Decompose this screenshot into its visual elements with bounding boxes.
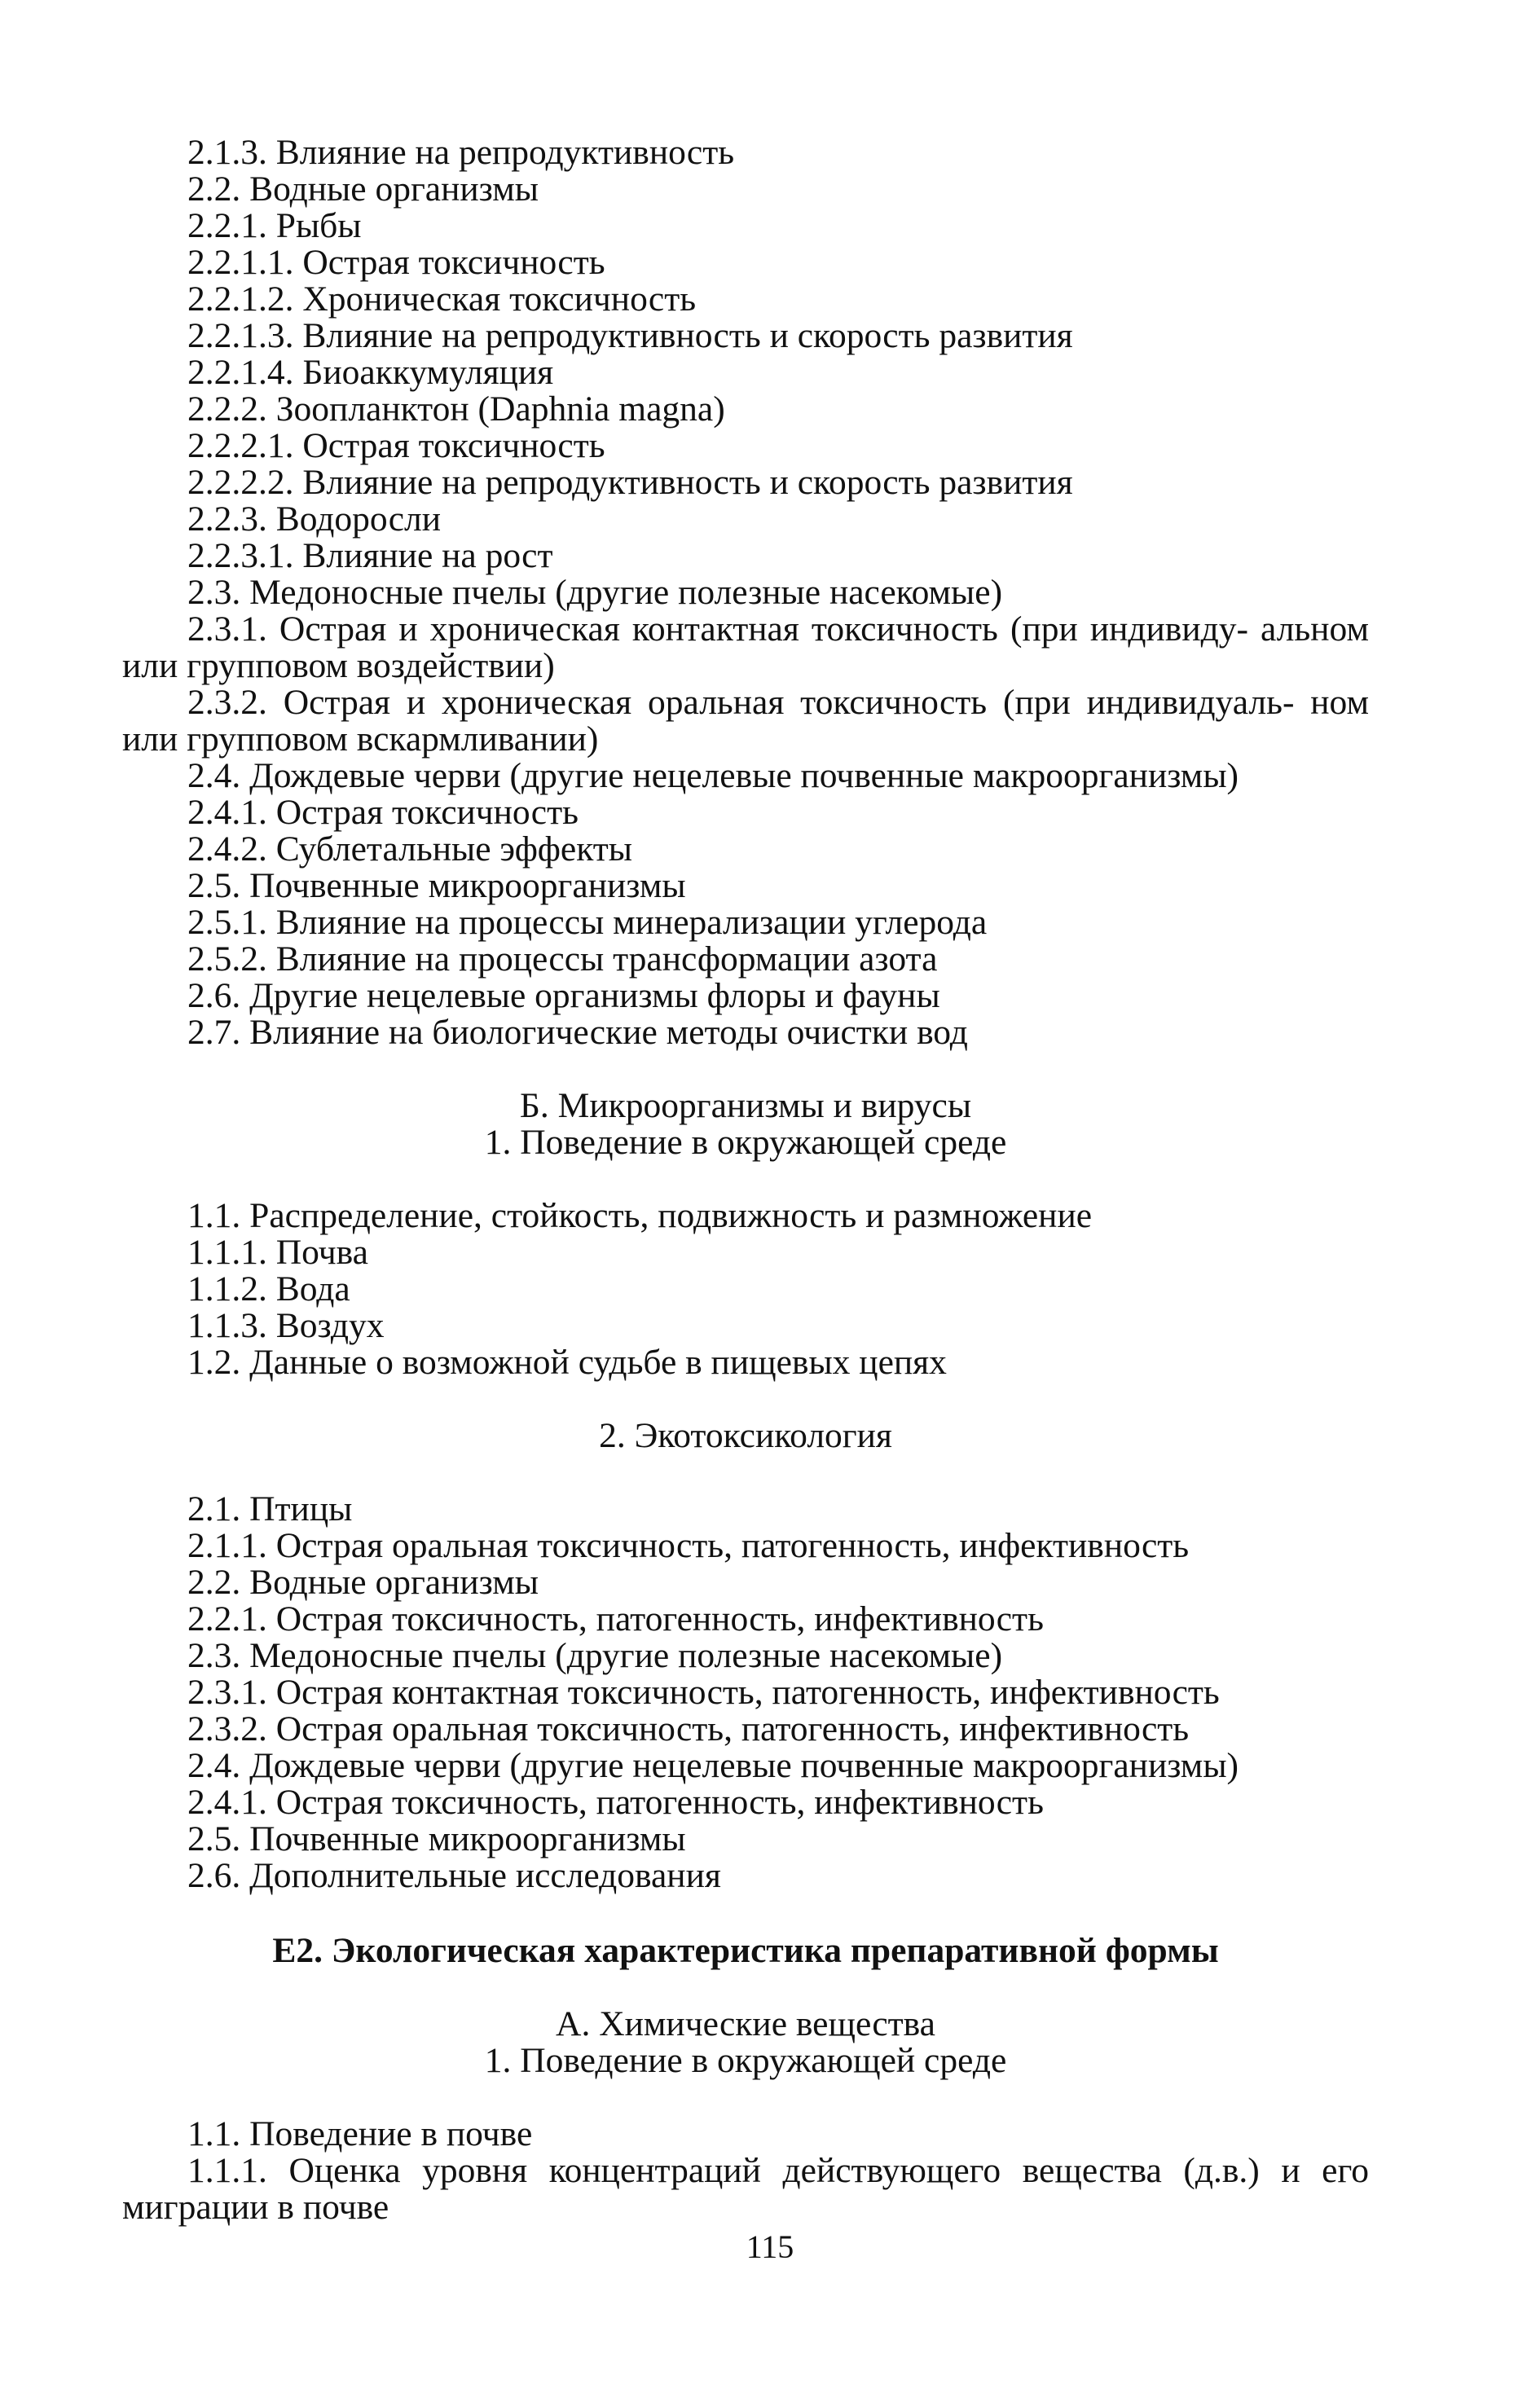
list-item: 2.4.1. Острая токсичность, патогенность, инфективность	[187, 1783, 1044, 1822]
list-item: 2.2.2.2. Влияние на репродуктивность и скорость развития	[187, 463, 1073, 502]
paragraph-2-3-1: 2.3.1. Острая и хроническая контактная токсичность (при индивиду- альном или групповом воздействии)	[122, 609, 1369, 685]
list-item: 2.6. Другие нецелевые организмы флоры и фауны	[187, 976, 940, 1015]
list-item: 2.4.1. Острая токсичность	[187, 793, 579, 832]
list-item: 1.1. Поведение в почве	[187, 2114, 533, 2153]
list-item: 2.2. Водные организмы	[187, 1563, 539, 1602]
spacer	[122, 1969, 1369, 2006]
list-item: 1.1. Распределение, стойкость, подвижность и размножение	[187, 1196, 1093, 1235]
spacer	[122, 1051, 1369, 1088]
spacer	[122, 1454, 1369, 1491]
heading-e2: Е2. Экологическая характеристика препаративной формы	[272, 1931, 1219, 1970]
list-item: 2.1.1. Острая оральная токсичность, патогенность, инфективность	[187, 1526, 1190, 1565]
spacer	[122, 1381, 1369, 1418]
list-item: 2.7. Влияние на биологические методы очистки вод	[187, 1013, 968, 1052]
document-page	[122, 134, 1369, 2226]
list-item: 1.2. Данные о возможной судьбе в пищевых цепях	[187, 1343, 947, 1382]
list-item: 1.1.3. Воздух	[187, 1306, 385, 1345]
list-item: 2.2.3.1. Влияние на рост	[187, 536, 553, 575]
list-item: 2.4.2. Сублетальные эффекты	[187, 829, 633, 869]
heading-ecotoxicology: 2. Экотоксикология	[599, 1416, 892, 1455]
list-item: 2.2.1.4. Биоаккумуляция	[187, 353, 554, 392]
list-item: 2.2.2.1. Острая токсичность	[187, 426, 605, 465]
list-item: 2.3.1. Острая контактная токсичность, патогенность, инфективность	[187, 1673, 1220, 1712]
list-item: 2.3. Медоносные пчелы (другие полезные насекомые)	[187, 1636, 1003, 1675]
list-item: 2.2.3. Водоросли	[187, 499, 442, 539]
list-item: 2.4. Дождевые черви (другие нецелевые почвенные макроорганизмы)	[187, 756, 1239, 795]
b-environment-list	[122, 1198, 1369, 1381]
paragraph-2-3-2: 2.3.2. Острая и хроническая оральная токсичность (при индивидуаль- ном или групповом вскармливании)	[122, 683, 1369, 759]
section-a-end-list	[122, 758, 1369, 1051]
list-item: 2.2.1.2. Хроническая токсичность	[187, 279, 697, 319]
paragraph-1-1-1: 1.1.1. Оценка уровня концентраций действующего вещества (д.в.) и его миграции в почве	[122, 2151, 1369, 2227]
spacer	[122, 2079, 1369, 2116]
heading-microorganisms: Б. Микроорганизмы и вирусы	[519, 1086, 972, 1125]
list-item: 2.1. Птицы	[187, 1489, 353, 1528]
list-item: 2.2. Водные организмы	[187, 169, 539, 209]
list-item: 2.2.1. Рыбы	[187, 206, 362, 245]
list-item: 2.6. Дополнительные исследования	[187, 1856, 721, 1895]
list-item: 2.5. Почвенные микроорганизмы	[187, 1819, 686, 1858]
list-item: 2.5.2. Влияние на процессы трансформации азота	[187, 939, 938, 979]
heading-environment-behaviour-2: 1. Поведение в окружающей среде	[484, 2041, 1007, 2080]
list-item: 2.2.1.3. Влияние на репродуктивность и скорость развития	[187, 316, 1073, 355]
heading-chemicals: А. Химические вещества	[556, 2004, 935, 2043]
spacer	[122, 1161, 1369, 1198]
list-item: 1.1.1. Почва	[187, 1233, 368, 1272]
list-item: 2.2.2. Зоопланктон (Daphnia magna)	[187, 389, 725, 429]
section-a-tail-list	[122, 134, 1369, 611]
b-ecotoxicology-list	[122, 1491, 1369, 1894]
list-item: 2.1.3. Влияние на репродуктивность	[187, 133, 735, 172]
heading-environment-behaviour: 1. Поведение в окружающей среде	[484, 1123, 1007, 1162]
list-item: 2.2.1.1. Острая токсичность	[187, 243, 605, 282]
list-item: 2.3.2. Острая оральная токсичность, патогенность, инфективность	[187, 1709, 1190, 1748]
list-item: 2.4. Дождевые черви (другие нецелевые почвенные макроорганизмы)	[187, 1746, 1239, 1785]
list-item: 1.1.2. Вода	[187, 1269, 350, 1309]
spacer	[122, 1894, 1369, 1933]
page-number: 115	[746, 2228, 794, 2265]
e2-list	[122, 2116, 1369, 2153]
list-item: 2.2.1. Острая токсичность, патогенность, инфективность	[187, 1599, 1044, 1638]
list-item: 2.5. Почвенные микроорганизмы	[187, 866, 686, 905]
list-item: 2.5.1. Влияние на процессы минерализации углерода	[187, 903, 988, 942]
list-item: 2.3. Медоносные пчелы (другие полезные насекомые)	[187, 573, 1003, 612]
